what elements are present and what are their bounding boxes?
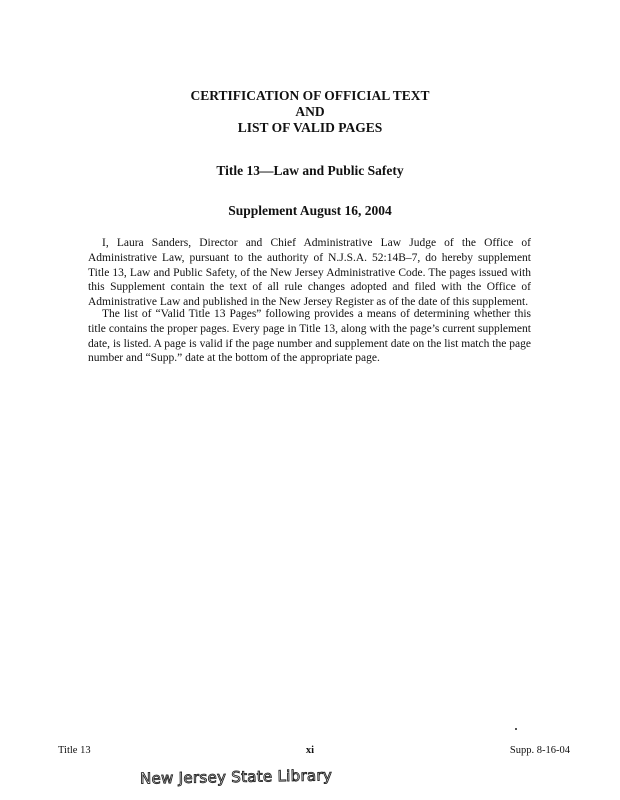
heading-line-3: LIST OF VALID PAGES xyxy=(237,120,383,135)
footer-page-number: xi xyxy=(305,745,315,756)
supplement-heading: Supplement August 16, 2004 xyxy=(228,203,392,218)
heading-line-2: AND xyxy=(295,104,325,119)
scan-speck xyxy=(515,728,517,730)
valid-pages-paragraph: The list of “Valid Title 13 Pages” following provides a means of determining whether this title contains the proper pages. Every page in Title 13, along with the page’s current supplement date, is listed. A page is valid if the page number and supplement date on the list match the page number and “Supp.” date at the bottom of the appropriate page. xyxy=(88,308,531,365)
footer-title: Title 13 xyxy=(58,745,91,756)
library-stamp: New Jersey State Library xyxy=(139,766,333,788)
title-heading: Title 13—Law and Public Safety xyxy=(216,163,404,178)
footer-supplement-date: Supp. 8-16-04 xyxy=(509,745,570,756)
document-heading xyxy=(0,88,620,136)
certification-paragraph: I, Laura Sanders, Director and Chief Administrative Law Judge of the Office of Administrative Law, pursuant to the authority of N.J.S.A. 52:14B–7, do hereby supplement Title 13, Law and Public Safety, of the New Jersey Administrative Code. The pages issued with this Supplement contain the text of all rule changes adopted and filed with the Office of Administrative Law and published in the New Jersey Register as of the date of this supplement. xyxy=(88,237,531,309)
heading-line-1: CERTIFICATION OF OFFICIAL TEXT xyxy=(190,88,430,103)
